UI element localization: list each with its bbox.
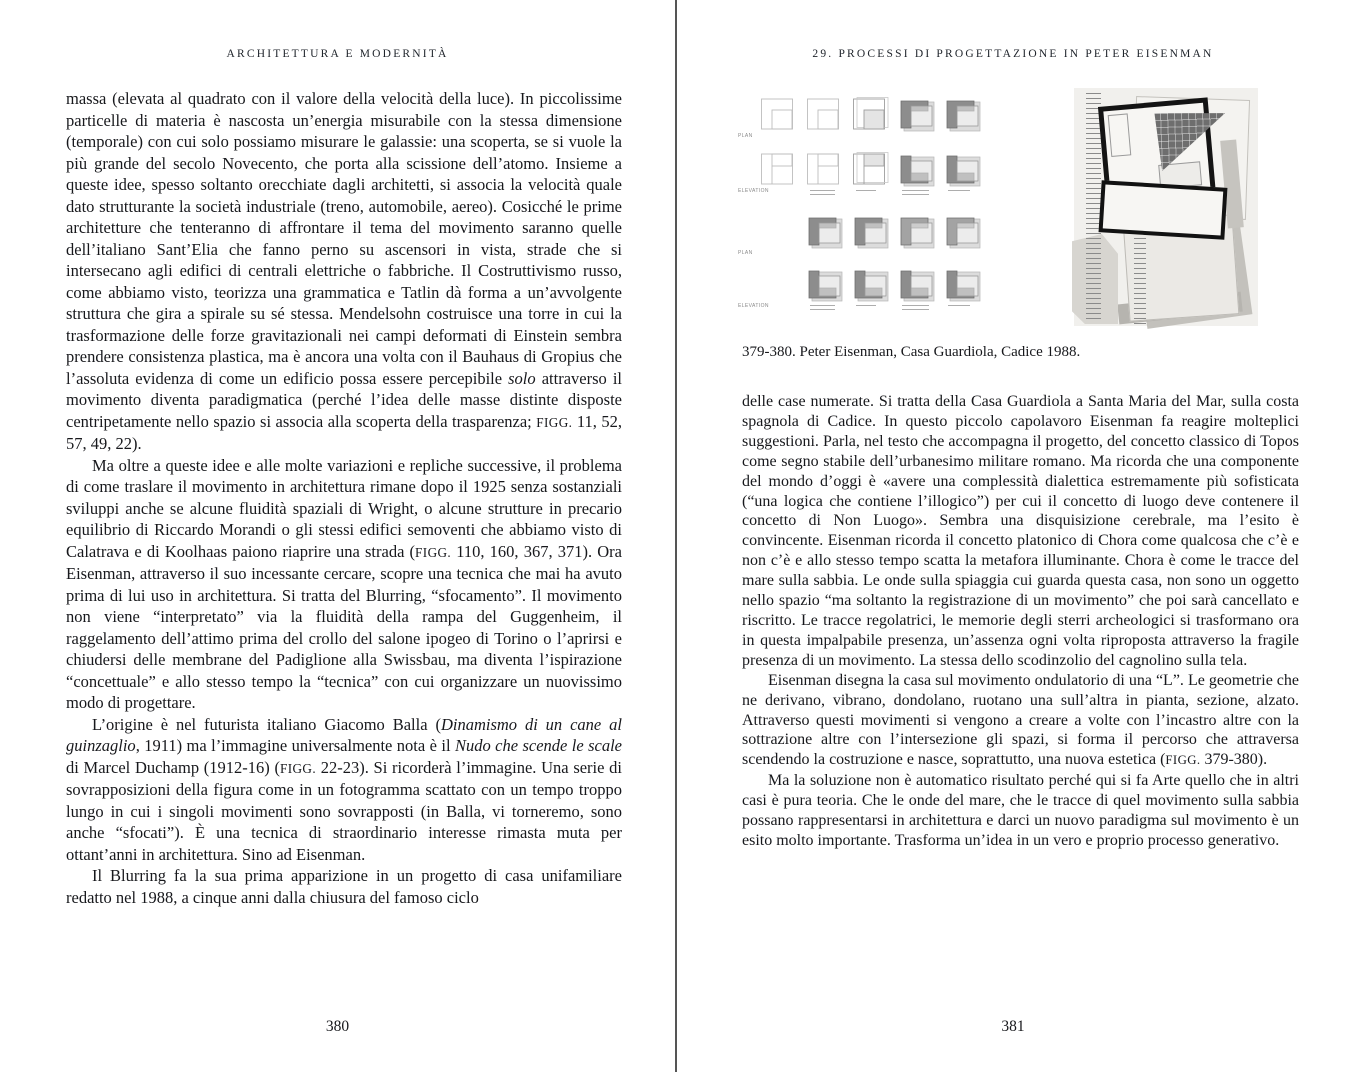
italic-text: Dinamismo di un cane al guinzaglio	[66, 714, 622, 755]
diagram-caption-text	[856, 305, 876, 308]
body-text-run: , 1911) ma l’immagine universalmente nota è il	[135, 736, 455, 755]
diagram-grid-figure	[736, 94, 988, 318]
body-text-run: di Marcel Duchamp (1912-16) (	[66, 757, 280, 777]
body-text-run: 11, 52, 57, 49, 22).	[66, 411, 622, 453]
diagram-cell	[898, 267, 940, 307]
diagram-row-label: PLAN	[738, 133, 753, 139]
diagram-cell	[852, 152, 894, 192]
right-page-number: 381	[1001, 1018, 1025, 1035]
diagram-cell	[898, 152, 940, 192]
diagram-cell	[944, 97, 986, 137]
diagram-cell	[806, 152, 848, 192]
left-page-number: 380	[325, 1018, 350, 1035]
body-text-run: L’origine è nel futurista italiano Giacomo Balla (	[92, 714, 441, 734]
diagram-cell	[760, 97, 802, 137]
paragraph	[66, 88, 622, 455]
paragraph	[742, 671, 1299, 772]
diagram-row-label: PLAN	[738, 250, 753, 256]
figure-reference: FIGG.	[415, 544, 452, 560]
paragraph	[66, 714, 622, 866]
diagram-caption-text	[902, 190, 929, 196]
diagram-caption-text	[948, 190, 970, 193]
left-body-text	[66, 88, 622, 908]
paragraph	[66, 865, 622, 908]
body-text-run: Ma oltre a queste idee e alle molte variazioni e repliche successive, il problema di come traslare il movimento in architettura rimane dopo il 1925 senza sostanziali sviluppi anche se alcune fluidità spaziali di Wright, o alcune strutture in precario equilibrio di Riccardo Morandi o gli stessi edifici semoventi che abbiamo visto di Calatrava e di Koolhaas paiono riaprire una strada (	[66, 455, 622, 561]
body-text-run: Il Blurring fa la sua prima apparizione in un progetto di casa unifamiliare redatto nel 1988, a cinque anni dalla chiusura del famoso ciclo	[66, 866, 622, 907]
diagram-cell	[806, 214, 848, 254]
body-text-run: 379-380).	[1200, 751, 1268, 769]
diagram-cell	[806, 97, 848, 137]
right-body-text	[742, 392, 1299, 851]
body-text-run: 22-23). Si ricorderà l’immagine. Una serie di sovrapposizioni della figura come in un fotogramma scattato con un tempo troppo lungo in cui i singoli movimenti sono sovrapposti (in Balla, vi torneremo, sono anche “sfocati”). È una tecnica di straordinario interesse rimasta muta per ottant’anni in architettura. Sino ad Eisenman.	[66, 757, 622, 864]
diagram-caption-text	[856, 190, 876, 193]
diagram-cell	[760, 152, 802, 192]
body-text-run: massa (elevata al quadrato con il valore della velocità della luce). In piccolissime particelle di materia è nascosta un’energia misurabile con la stessa dimensione (temporale) con cui solo possiamo misurare le galassie: una scoperta, se si vuole la più grande del secolo Novecento, che porta alla scissione dell’atomo. Insieme a queste idee, spesso soltanto orecchiate dagli architetti, si associa la velocità quale dato strutturante la società industriale (treno, automobile, aereo). Cosicché le prime architetture che tenteranno di affrontare il tema del movimento saranno quelle dell’italiano Sant’Elia che fanno perno su ascensori in vista, strade che si intersecano agli edifici di centrali elettriche o fabbriche. Il Costruttivismo russo, come abbiamo visto, teorizza una grammatica e Tatlin dà forma a un’avvolgente struttura che gira a spirale su sé stessa. Mendelsohn costruisce una torre in cui la trasformazione delle forze gravitazionali nei campi deformati di Einstein sembra prendere consistenza plastica, ma è ancora una volta con il Bauhaus di Gropius che l’assoluta evidenza di come un edificio possa essere percepibile	[66, 89, 622, 388]
body-text-run: Ma la soluzione non è automatico risultato perché qui si fa Arte quello che in altri casi è pura teoria. Che le onde del mare, che le tracce di quel movimento sulla sabbia possano rappresentarsi in architettura e darci un nuovo paradigma sul movimento è un esito molto importante. Trasforma un’idea in un vero e proprio processo generativo.	[742, 772, 1299, 849]
diagram-cell	[898, 97, 940, 137]
diagram-cell	[852, 267, 894, 307]
diagram-cell	[944, 267, 986, 307]
casa-guardiola-plan-image	[1074, 88, 1258, 326]
right-page	[676, 0, 1350, 1072]
left-running-head: ARCHITETTURA E MODERNITÀ	[226, 48, 449, 60]
plan-hatch-strip-center	[1134, 228, 1146, 324]
paragraph	[66, 455, 622, 714]
body-text-run: delle case numerate. Si tratta della Casa Guardiola a Santa Maria del Mar, sulla costa spagnola di Cadice. In questo piccolo capolavoro Eisenman fa reagire molteplici suggestioni. Parla, nel testo che accompagna il progetto, del concetto classico di Topos come segno stabile dell’urbanesimo militare romano. Ma ricorda che una componente del mondo d’oggi è «avere una complessità dialettica estremamente più sofisticata (“una logica che contiene l’illogico”) per cui il concetto di luogo deve contenere il concetto di Non Luogo». Sembra una disquisizione cerebrale, ma l’esito è convincente. Eisenman ricorda il concetto platonico di Chora come qualcosa che c’è e non c’è e allo stesso tempo scatta la metafora illuminante. Chora è come le tracce del mare sulla sabbia. Le onde sulla spiaggia cui guarda questa casa, non sono un oggetto nello spazio “ma soltanto la registrazione di un movimento” che poi sarà cancellato e riscritto. Le tracce regolatrici, le memorie degli sterri archeologici si trasformano ora in questa impalpabile presenza, un’assenza ogni volta riproposta attraverso la fragile presenza di un movimento. La stessa dello scodinzolio del cagnolino sulla tela.	[742, 393, 1299, 669]
italic-text: solo	[508, 368, 536, 388]
diagram-cell	[806, 267, 848, 307]
figure-reference: FIGG.	[279, 760, 317, 776]
italic-text: Nudo che scende le scale	[454, 736, 622, 755]
diagram-caption-text	[810, 305, 835, 311]
paragraph	[742, 392, 1299, 671]
figure-caption: 379-380. Peter Eisenman, Casa Guardiola, Cadice 1988.	[742, 344, 1081, 360]
diagram-caption-text	[902, 305, 929, 311]
diagram-cell	[898, 214, 940, 254]
diagram-caption-text	[948, 305, 970, 308]
diagram-cell	[852, 97, 894, 137]
plan-black-room-lower	[1099, 180, 1228, 240]
diagram-cell	[944, 214, 986, 254]
paragraph	[742, 771, 1299, 851]
right-running-head: 29. PROCESSI DI PROGETTAZIONE IN PETER EISENMAN	[812, 48, 1214, 60]
figure-reference: FIGG.	[536, 414, 573, 430]
diagram-cell	[944, 152, 986, 192]
diagram-cell	[852, 214, 894, 254]
body-text-run: attraverso il movimento diventa paradigmatica (perché l’idea delle masse distinte disposte centripetamente nello spazio si associa alla scoperta della trasparenza;	[66, 368, 622, 431]
diagram-row-label: ELEVATION	[738, 303, 769, 309]
figure-reference: FIGG.	[1165, 753, 1201, 768]
diagram-caption-text	[810, 190, 835, 196]
body-text-run: 110, 160, 367, 371). Ora Eisenman, attraverso il suo incessante cercare, scopre una tecnica che mai ha avuto prima di lui uso in architettura. Si tratta del Blurring, “sfocamento”. Il movimento non viene “interpretato” via la fluidità della rampa del Guggenheim, il raggelamento dell’attimo prima del crollo del salone ipogeo di Torino o l’aprirsi e chiudersi delle membrane del Padiglione alla Swissbau, ma diventa l’ispirazione “concettuale” e allo stesso tempo la “tecnica” con cui organizzare un nuovissimo modo di progettare.	[66, 541, 622, 712]
diagram-row-label: ELEVATION	[738, 188, 769, 194]
body-text-run: Eisenman disegna la casa sul movimento ondulatorio di una “L”. Le geometrie che ne derivano, vibrano, dondolano, ruotano una sull’altra in pianta, sezione, alzato. Attraverso questi movimenti si vengono a creare a volte con l’incastro altre con la sottrazione altre con l’intersezione gli spazi, si forma il percorso che attraversa scendendo la costruzione e nasce, soprattutto, una nuova estetica (	[742, 671, 1299, 769]
